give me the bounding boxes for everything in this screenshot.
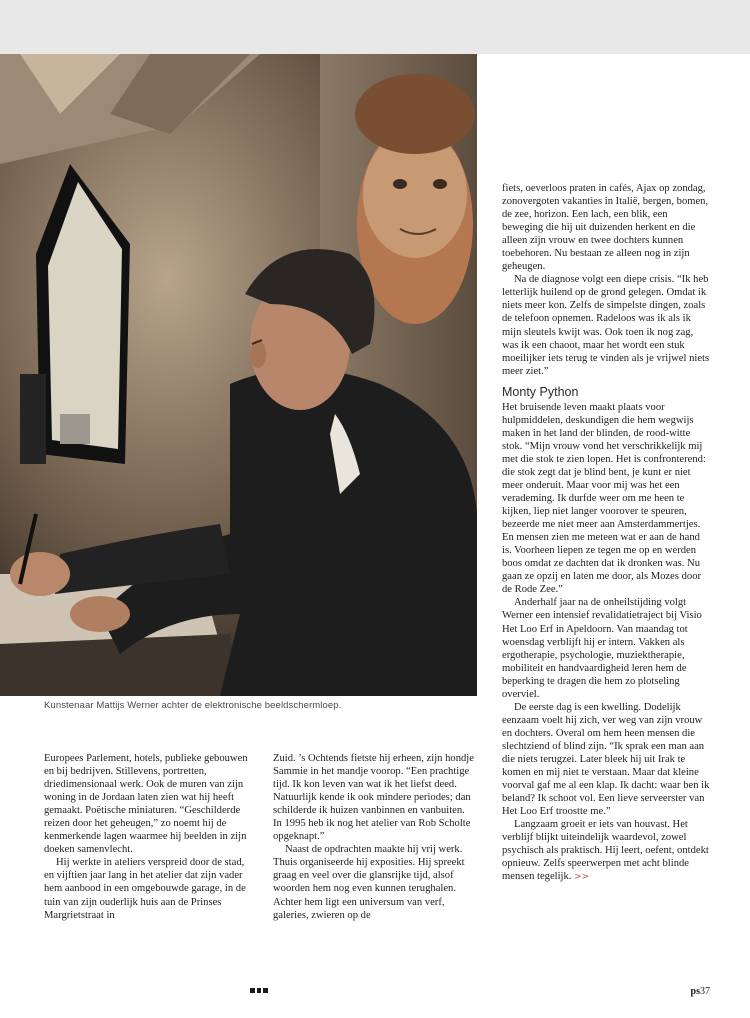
top-band xyxy=(0,0,750,54)
article-column-right xyxy=(502,182,710,884)
page-prefix: ps xyxy=(690,986,700,997)
paragraph: Het bruisende leven maakt plaats voor hulpmiddelen, deskundigen die hem wegwijs maken in het land der blinden, de rood-witte stok. “Mijn vrouw vond het verschrikkelijk mij met die stok te zien lopen. Het is confronterend: die stok zegt dat je blind bent, je kunt er niet meer onderuit. Maar voor mij was het een verademing. Ik durfde weer om me heen te kijken, liep niet langer voorover te speuren, bezeerde me niet meer aan Amsterdammertjes. En mensen zien me meteen wat er aan de hand is. Voorheen liepen ze tegen me op en werden boos omdat ze dachten dat ik dronken was. Nu gaan ze opzij en laten me door, als Mozes door de Rode Zee.” xyxy=(502,401,706,596)
paragraph: Hij werkte in ateliers verspreid door de stad, en vijftien jaar lang in het atelier dat zijn vader hem aanbood in een omgebouwde garage, in de tuin van zijn ouderlijk huis aan de Prinses Margrietstraat in xyxy=(44,857,246,921)
footer-mark-icon xyxy=(250,988,268,993)
paragraph-last xyxy=(502,818,710,884)
photo-caption: Kunstenaar Mattijs Werner achter de elektronische beeldschermloep. xyxy=(44,700,342,711)
subheading: Monty Python xyxy=(502,384,579,399)
page-number xyxy=(691,986,710,997)
paragraph: Europees Parlement, hotels, publieke gebouwen en bij bedrijven. Stillevens, portretten, driedimensionaal werk. Ook de muren van zijn woning in de Jordaan laten zien wat hij heeft gemaakt. Poëtische miniaturen. “Geschilderde reizen door het geheugen,” zo noemt hij de kenmerkende lagen waarmee hij beelden in zijn doeken samenvlecht. xyxy=(44,753,248,856)
paragraph: fiets, oeverloos praten in cafés, Ajax op zondag, zonovergoten vakanties in Italië, bergen, bomen, de zee, horizon. Een lach, een blik, een beweging die hij uit duizenden herkent en die alleen zijn vrouw en twee dochters kunnen toebehoren. Nu bestaan ze alleen nog in zijn geheugen. xyxy=(502,183,709,273)
paragraph: Zuid. ’s Ochtends fietste hij erheen, zijn hondje Sammie in het mandje voorop. “Een prachtige tijd. Ik kon leven van wat ik het liefst deed. Natuurlijk kende ik ook mindere periodes; dan schilderde ik huizen vanbinnen en vanbuiten. In 1995 heb ik nog het atelier van Rob Scholte opgeknapt.” xyxy=(273,753,474,843)
continue-arrow-icon: >> xyxy=(574,872,590,883)
paragraph-text: Langzaam groeit er iets van houvast. Het verblijf blijkt uiteindelijk waardevol, zowel psychisch als praktisch. Hij leert, oefent, ontdekt opnieuw. Zelfs speerwerpen met acht blinde mensen tegelijk. xyxy=(502,819,709,883)
paragraph: Naast de opdrachten maakte hij vrij werk. Thuis organiseerde hij exposities. Hij spreekt graag en veel over die glansrijke tijd, alsof woorden hem nog even kunnen terughalen. Achter hem ligt een universum van verf, galeries, zwieren op de xyxy=(273,844,465,921)
paragraph: De eerste dag is een kwelling. Dodelijk eenzaam voelt hij zich, ver weg van zijn vrouw en dochters. Overal om hem heen mensen die slechtziend of blind zijn. “Ik sprak een man aan die niets terugzei. Later bleek hij uit Irak te komen en mij niet te verstaan. Maar dat kleine voorval gaf me al een klap. Ik dacht: waar ben ik beland? Ik schoot vol. Een lieve serveerster van Het Loo Erf troostte me.” xyxy=(502,701,710,818)
article-column-left-1 xyxy=(44,752,250,922)
paragraph: Anderhalf jaar na de onheilstijding volgt Werner een intensief revalidatietraject bij Visio Het Loo Erf in Apeldoorn. Van maandag tot woensdag verblijft hij er intern. Vakken als ergotherapie, psychologie, muziektherapie, mobiliteit en handvaardigheid leren hem de beperking te dragen die hem zo plotseling overviel. xyxy=(502,597,702,700)
article-column-left-2 xyxy=(273,752,475,922)
artist-photo xyxy=(0,54,477,696)
page-number-value: 37 xyxy=(700,986,710,997)
paragraph: Na de diagnose volgt een diepe crisis. “Ik heb letterlijk huilend op de grond gelegen. Omdat ik niets meer kon. Zelfs de simpelste dingen, zoals de telefoon opnemen. Radeloos was ik als ik mijn sleutels kwijt was. Ook toen ik nog zag, was ik een chaoot, maar het wordt een stuk moeilijker iets terug te vinden als je vrijwel niets meer ziet.” xyxy=(502,274,710,377)
